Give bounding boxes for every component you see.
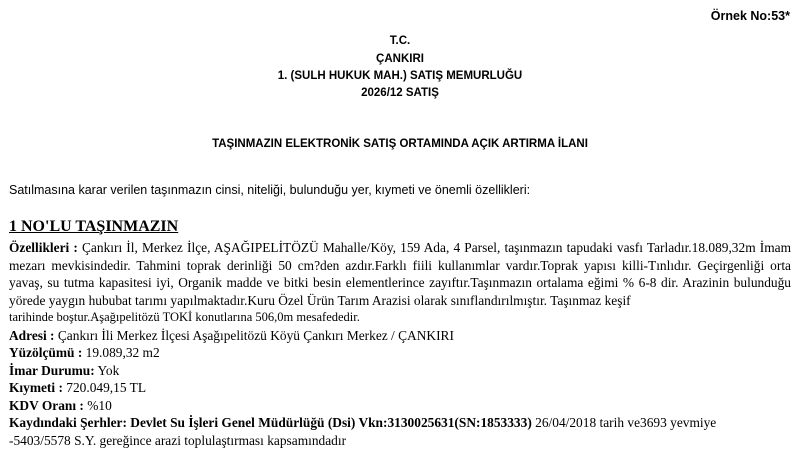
encumbrance-text: 26/04/2018 tarih ve3693 yevmiye: [535, 415, 717, 430]
features-label: Özellikleri :: [9, 240, 78, 255]
zoning-row: [9, 362, 791, 380]
address-label: Adresi :: [9, 327, 55, 343]
value-row: [9, 379, 791, 397]
features-paragraph: [9, 239, 791, 309]
features-text: Çankırı İl, Merkez İlçe, AŞAĞIPELİTÖZÜ Mahalle/Köy, 159 Ada, 4 Parsel, taşınmazın tapudaki vasfı Tarladır.18.089,32m İmam mezarı mevkisindedir. Tahmini toprak derinliği 50 cm?den azdır.Farklı fiili kullanımlar vardır.Toprak yapısı killi-Tınlıdır. Geçirgenliği orta yavaş, su tutma kapasitesi iyi, Organik madde ve bitki besin elementlerince zayıftır.Taşınmazın ortalama eğimi % 6-8 dir. Arazinin bulunduğu yörede yaygın hububat tarımı yapılmaktadır.Kuru Özel Ürün Tarım Arazisi olarak sınıflandırılmıştır. Taşınmaz keşif: [9, 240, 791, 308]
intro-text: Satılmasına karar verilen taşınmazın cinsi, niteliği, bulunduğu yer, kıymeti ve önemli özellikleri:: [9, 183, 531, 197]
address-value: Çankırı İli Merkez İlçesi Aşağıpelitözü Köyü Çankırı Merkez / ÇANKIRI: [57, 327, 454, 343]
area-label: Yüzölçümü :: [9, 345, 83, 360]
encumbrance-row: [9, 414, 791, 432]
encumbrance-authority: Devlet Su İşleri Genel Müdürlüğü (Dsi) Vkn:3130025631(SN:1853333): [130, 415, 532, 430]
property-details: [9, 239, 791, 449]
sample-number: Örnek No:53*: [710, 9, 790, 23]
vat-value: %10: [87, 397, 112, 413]
area-value: 19.089,32 m2: [85, 345, 160, 360]
header-country: T.C.: [389, 35, 411, 47]
zoning-value: Yok: [97, 362, 120, 378]
address-row: [9, 327, 791, 345]
zoning-label: İmar Durumu:: [9, 362, 95, 378]
value-value: 720.049,15 TL: [66, 380, 147, 395]
property-title: 1 NO'LU TAŞINMAZIN: [9, 218, 179, 235]
value-label: Kıymeti :: [9, 380, 63, 395]
header-case-number: 2026/12 SATIŞ: [361, 87, 439, 99]
encumbrance-label: Kaydındaki Şerhler:: [9, 415, 127, 430]
features-tail: tarihinde boştur.Aşağıpelitözü TOKİ konutlarına 506,0m mesafededir.: [9, 310, 360, 324]
header-office: 1. (SULH HUKUK MAH.) SATIŞ MEMURLUĞU: [277, 70, 523, 82]
vat-label: KDV Oranı :: [9, 397, 84, 413]
notice-title: TAŞINMAZIN ELEKTRONİK SATIŞ ORTAMINDA AÇIK ARTIRMA İLANI: [212, 138, 588, 150]
encumbrance-continuation: -5403/5578 S.Y. gereğince arazi toplulaştırması kapsamındadır: [9, 432, 347, 448]
header-city: ÇANKIRI: [376, 53, 424, 65]
vat-row: [9, 397, 791, 415]
area-row: [9, 344, 791, 362]
